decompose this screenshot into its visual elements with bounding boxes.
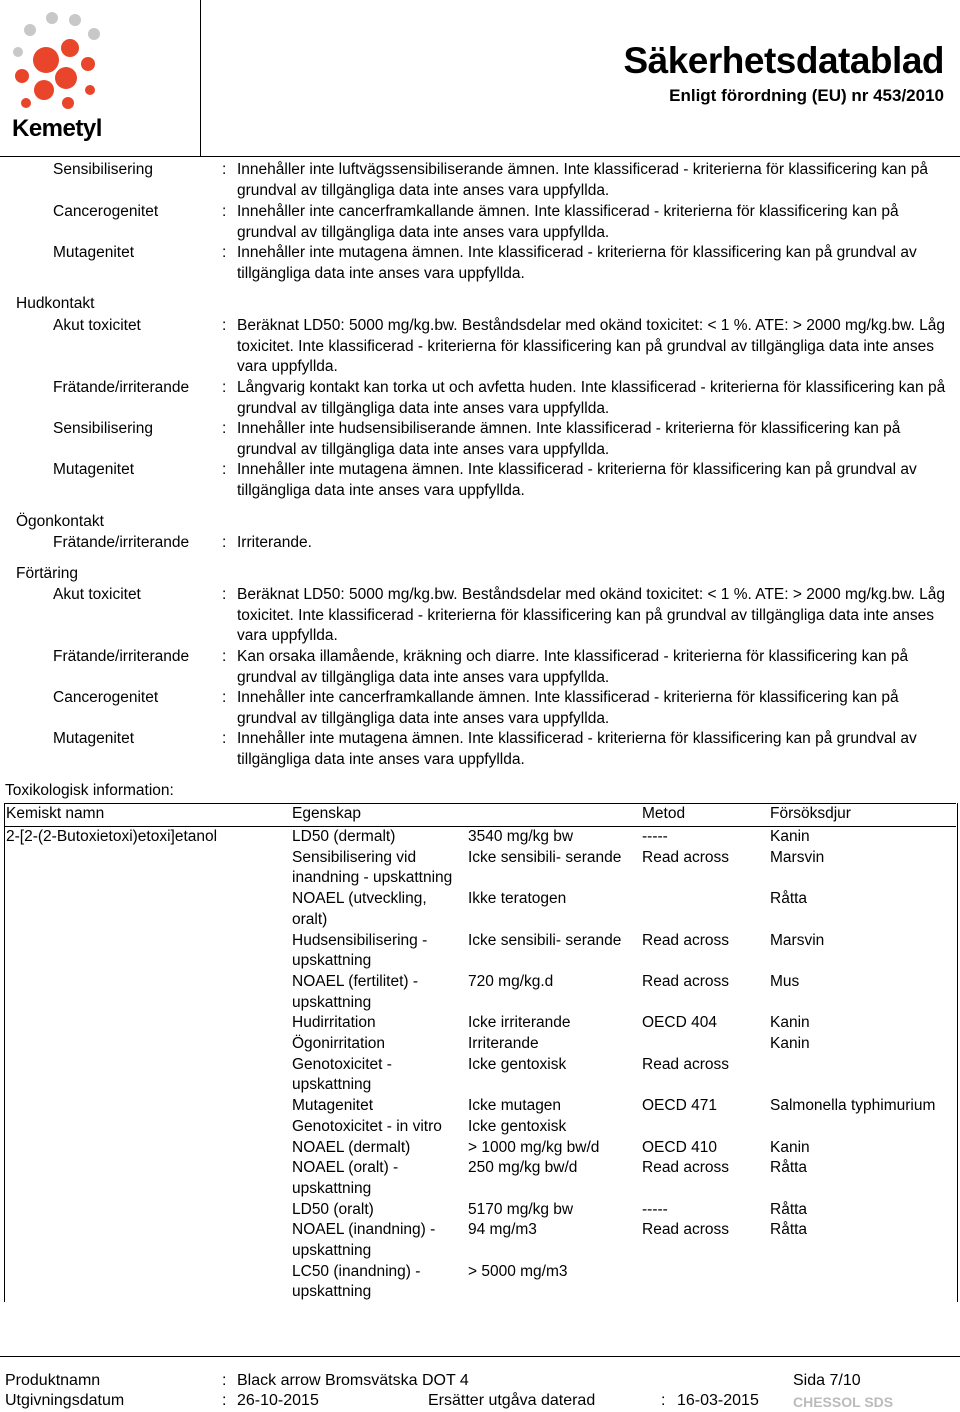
chemical-name-cell	[4, 1262, 290, 1303]
table-row	[4, 1262, 956, 1303]
chemical-name-cell	[4, 1200, 290, 1221]
chemical-name-cell	[4, 1220, 290, 1261]
species-cell: Kanin	[770, 1014, 810, 1032]
species-cell: Råtta	[770, 1200, 808, 1218]
method-cell: OECD 471	[642, 1097, 717, 1115]
table-row	[4, 1055, 956, 1096]
footer-page: Sida 7/10	[793, 1372, 861, 1389]
tox-info-title: Toxikologisk information:	[5, 782, 174, 799]
species-cell: Marsvin	[770, 931, 825, 949]
header-method: Metod	[640, 804, 768, 827]
skin-label-0: Akut toxicitet	[53, 317, 141, 334]
species-cell: Mus	[770, 972, 800, 990]
species-cell: Kanin	[770, 1138, 810, 1156]
value-cell: Icke sensibili- serande	[468, 931, 622, 949]
property-cell: Hudsensibilisering - upskattning	[292, 931, 428, 970]
colon: :	[661, 1392, 666, 1409]
header-rule	[0, 156, 960, 157]
colon: :	[222, 730, 227, 747]
property-cell: NOAEL (fertilitet) - upskattning	[292, 972, 419, 1011]
property-cell: NOAEL (dermalt)	[292, 1138, 411, 1156]
species-cell: Marsvin	[770, 848, 825, 866]
ingestion-value-3: Innehåller inte mutagena ämnen. Inte klassificerad - kriterierna för klassificering kan på grundval av tillgängliga data inte anses vara uppfyllda.	[237, 730, 917, 768]
method-cell	[640, 889, 768, 930]
colon: :	[222, 244, 227, 261]
chemical-name-cell	[4, 889, 290, 930]
table-row	[4, 1117, 956, 1138]
value-cell: Icke sensibili- serande	[468, 848, 622, 866]
value-cell: 5170 mg/kg bw	[468, 1200, 574, 1218]
ingestion-label-3: Mutagenitet	[53, 730, 134, 747]
species-cell: Råtta	[770, 890, 808, 908]
method-cell: OECD 404	[642, 1014, 717, 1032]
species-cell: Råtta	[770, 1159, 808, 1177]
species-cell: Salmonella typhimurium	[770, 1097, 936, 1115]
value-cell: 250 mg/kg bw/d	[468, 1159, 578, 1177]
value-cell: 94 mg/m3	[468, 1221, 537, 1239]
method-cell: Read across	[642, 1221, 730, 1239]
inhalation-label-1: Cancerogenitet	[53, 203, 159, 220]
header-divider	[200, 0, 201, 156]
table-row	[4, 1013, 956, 1034]
value-cell: Icke gentoxisk	[468, 1117, 567, 1135]
footer-product-value: Black arrow Bromsvätska DOT 4	[237, 1372, 469, 1389]
chemical-name-cell	[4, 1055, 290, 1096]
method-cell	[640, 1034, 768, 1055]
chemical-name-cell	[4, 1034, 290, 1055]
table-row	[4, 889, 956, 930]
section-skin-title: Hudkontakt	[16, 295, 95, 312]
table-row	[4, 1158, 956, 1199]
chemical-name-cell	[4, 1013, 290, 1034]
table-row	[4, 1220, 956, 1261]
footer-date-label: Utgivningsdatum	[5, 1392, 125, 1409]
footer-replaces-label: Ersätter utgåva daterad	[428, 1392, 596, 1409]
section-ingestion-title: Förtäring	[16, 565, 79, 582]
colon: :	[222, 1372, 227, 1389]
property-cell: NOAEL (utveckling, oralt)	[292, 890, 427, 928]
chemical-name-cell	[4, 1158, 290, 1199]
table-row	[4, 931, 956, 972]
colon: :	[222, 203, 227, 220]
method-cell: Read across	[642, 972, 730, 990]
method-cell	[640, 1117, 768, 1138]
property-cell: LD50 (oralt)	[292, 1200, 374, 1218]
eye-value-0: Irriterande.	[237, 534, 312, 551]
value-cell: Irriterande	[468, 1035, 539, 1053]
method-cell: Read across	[642, 931, 730, 949]
table-row	[4, 1200, 956, 1221]
ingestion-label-0: Akut toxicitet	[53, 586, 141, 603]
method-cell: Read across	[642, 1055, 730, 1073]
footer-software: CHESSOL SDS	[793, 1394, 894, 1410]
footer-date-value: 26-10-2015	[237, 1392, 319, 1409]
property-cell: Sensibilisering vid inandning - upskattning	[292, 848, 453, 887]
colon: :	[222, 161, 227, 178]
brand-name: Kemetyl	[12, 115, 102, 142]
table-row	[4, 972, 956, 1013]
table-row	[4, 827, 956, 848]
species-cell	[768, 1117, 956, 1138]
skin-label-2: Sensibilisering	[53, 420, 153, 437]
inhalation-value-2: Innehåller inte mutagena ämnen. Inte klassificerad - kriterierna för klassificering kan på grundval av tillgängliga data inte anses vara uppfyllda.	[237, 244, 917, 282]
skin-value-0: Beräknat LD50: 5000 mg/kg.bw. Beståndsdelar med okänd toxicitet: < 1 %. ATE: > 2000 mg/kg.bw. Låg toxicitet. Inte klassificerad - kriterierna för klassificering kan på grundval av tillgängliga data inte anses vara uppfyllda.	[237, 317, 945, 376]
inhalation-label-2: Mutagenitet	[53, 244, 134, 261]
value-cell: Icke irriterande	[468, 1014, 571, 1032]
property-cell: NOAEL (oralt) - upskattning	[292, 1159, 399, 1197]
document-title: Säkerhetsdatablad	[623, 40, 944, 81]
tox-table	[4, 803, 956, 1303]
method-cell: -----	[640, 827, 768, 848]
chemical-name-cell	[4, 931, 290, 972]
colon: :	[222, 317, 227, 334]
property-cell: Genotoxicitet - in vitro	[292, 1117, 442, 1135]
skin-value-1: Långvarig kontakt kan torka ut och avfetta huden. Inte klassificerad - kriterierna för klassificering kan på grundval av tillgängliga data inte anses vara uppfyllda.	[237, 379, 946, 417]
skin-label-1: Frätande/irriterande	[53, 379, 190, 396]
species-cell: Råtta	[770, 1221, 808, 1239]
table-row	[4, 1034, 956, 1055]
header-value	[466, 804, 640, 827]
skin-value-3: Innehåller inte mutagena ämnen. Inte klassificerad - kriterierna för klassificering kan på grundval av tillgängliga data inte anses vara uppfyllda.	[237, 461, 917, 499]
table-header-row	[4, 804, 956, 827]
colon: :	[222, 534, 227, 551]
property-cell: Hudirritation	[292, 1014, 376, 1032]
chemical-name-cell	[4, 848, 290, 889]
property-cell: LC50 (inandning) - upskattning	[292, 1262, 421, 1301]
colon: :	[222, 461, 227, 478]
table-row	[4, 848, 956, 889]
property-cell: NOAEL (inandning) - upskattning	[292, 1221, 436, 1260]
colon: :	[222, 1392, 227, 1409]
ingestion-label-1: Frätande/irriterande	[53, 648, 190, 665]
value-cell: > 1000 mg/kg bw/d	[468, 1138, 600, 1156]
value-cell: 720 mg/kg.d	[468, 972, 554, 990]
document-subtitle: Enligt förordning (EU) nr 453/2010	[669, 86, 944, 105]
value-cell: 3540 mg/kg bw	[466, 827, 640, 848]
ingestion-value-0: Beräknat LD50: 5000 mg/kg.bw. Beståndsdelar med okänd toxicitet: < 1 %. ATE: > 2000 mg/kg.bw. Låg toxicitet. Inte klassificerad - kriterierna för klassificering kan på grundval av tillgängliga data inte anses vara uppfyllda.	[237, 586, 945, 645]
method-cell: -----	[642, 1200, 668, 1218]
value-cell: Icke gentoxisk	[468, 1055, 567, 1073]
table-row	[4, 1096, 956, 1117]
species-cell: Kanin	[770, 1035, 810, 1053]
inhalation-label-0: Sensibilisering	[53, 161, 153, 178]
ingestion-value-1: Kan orsaka illamående, kräkning och diarre. Inte klassificerad - kriterierna för klassificering kan på grundval av tillgängliga data inte anses vara uppfyllda.	[237, 648, 909, 686]
section-eye-title: Ögonkontakt	[16, 513, 104, 530]
tox-table-body	[4, 827, 956, 1304]
property-cell: LD50 (dermalt)	[290, 827, 466, 848]
chemical-name-cell	[4, 972, 290, 1013]
colon: :	[222, 586, 227, 603]
skin-value-2: Innehåller inte hudsensibiliserande ämnen. Inte klassificerad - kriterierna för klassificering kan på grundval av tillgängliga data inte anses vara uppfyllda.	[237, 420, 901, 458]
chemical-name-cell: 2-[2-(2-Butoxietoxi)etoxi]etanol	[4, 827, 290, 848]
ingestion-label-2: Cancerogenitet	[53, 689, 159, 706]
skin-label-3: Mutagenitet	[53, 461, 134, 478]
method-cell: OECD 410	[642, 1138, 717, 1156]
table-row	[4, 1138, 956, 1159]
value-cell: Ikke teratogen	[468, 890, 567, 908]
species-cell	[768, 1055, 956, 1096]
method-cell: Read across	[642, 848, 730, 866]
ingestion-value-2: Innehåller inte cancerframkallande ämnen. Inte klassificerad - kriterierna för klassificering kan på grundval av tillgängliga data inte anses vara uppfyllda.	[237, 689, 899, 727]
value-cell: > 5000 mg/m3	[468, 1262, 568, 1280]
property-cell: Ögonirritation	[292, 1035, 386, 1053]
footer-rule	[0, 1356, 960, 1357]
footer-replaces-value: 16-03-2015	[677, 1392, 759, 1409]
inhalation-value-1: Innehåller inte cancerframkallande ämnen. Inte klassificerad - kriterierna för klassificering kan på grundval av tillgängliga data inte anses vara uppfyllda.	[237, 203, 899, 241]
colon: :	[222, 420, 227, 437]
header-property: Egenskap	[290, 804, 466, 827]
species-cell	[768, 1262, 956, 1303]
colon: :	[222, 689, 227, 706]
chemical-name-cell	[4, 1138, 290, 1159]
method-cell	[640, 1262, 768, 1303]
header-chemical: Kemiskt namn	[4, 804, 290, 827]
value-cell: Icke mutagen	[468, 1097, 562, 1115]
chemical-name-cell	[4, 1117, 290, 1138]
method-cell: Read across	[642, 1159, 730, 1177]
footer-product-label: Produktnamn	[5, 1372, 101, 1389]
colon: :	[222, 648, 227, 665]
property-cell: Genotoxicitet - upskattning	[292, 1055, 392, 1094]
chemical-name-cell	[4, 1096, 290, 1117]
inhalation-value-0: Innehåller inte luftvägssensibiliserande ämnen. Inte klassificerad - kriterierna för klassificering kan på grundval av tillgängliga data inte anses vara uppfyllda.	[237, 161, 928, 199]
eye-label-0: Frätande/irriterande	[53, 534, 190, 551]
property-cell: Mutagenitet	[292, 1097, 373, 1115]
species-cell: Kanin	[768, 827, 956, 848]
colon: :	[222, 379, 227, 396]
header-species: Försöksdjur	[768, 804, 956, 827]
